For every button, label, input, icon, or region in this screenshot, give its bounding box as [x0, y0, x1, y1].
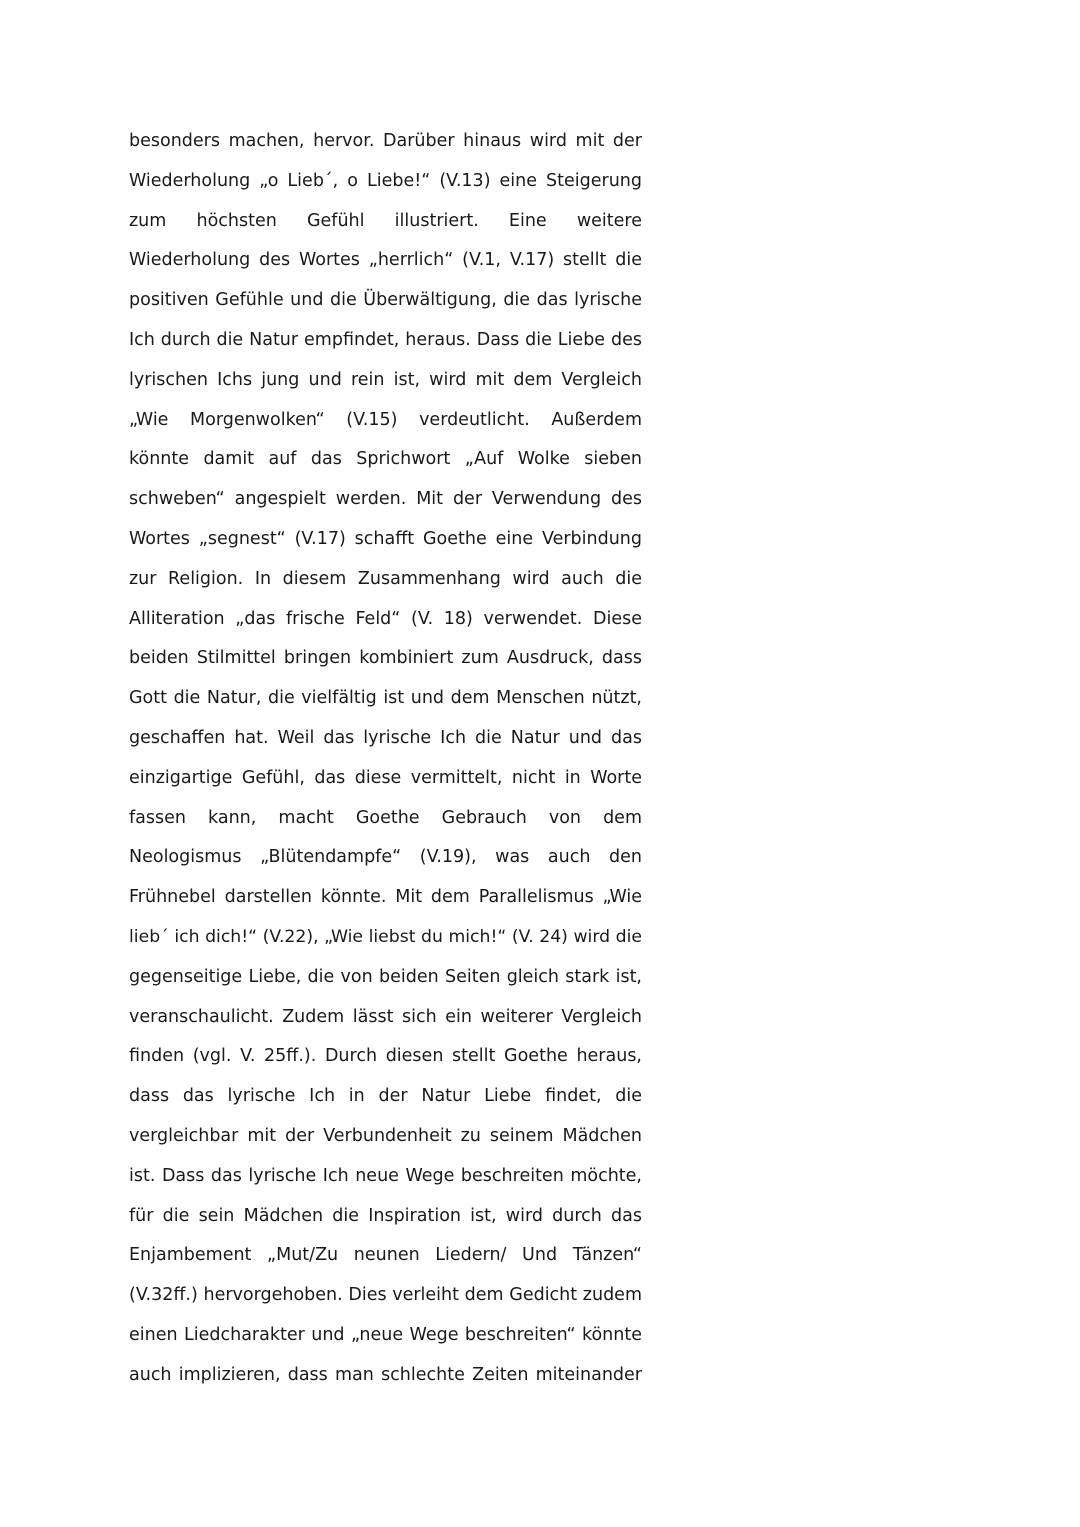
text-line: zur Religion. In diesem Zusammenhang wird auch die [129, 568, 642, 589]
text-line: gegenseitige Liebe, die von beiden Seiten gleich stark ist, [129, 966, 642, 987]
text-line: (V.32ff.) hervorgehoben. Dies verleiht dem Gedicht zudem [129, 1285, 642, 1306]
text-line: Frühnebel darstellen könnte. Mit dem Parallelismus „Wie [129, 887, 642, 908]
text-line: lyrischen Ichs jung und rein ist, wird mit dem Vergleich [129, 369, 642, 390]
text-line: vergleichbar mit der Verbundenheit zu seinem Mädchen [129, 1125, 642, 1146]
text-line: dass das lyrische Ich in der Natur Liebe findet, die [129, 1086, 642, 1107]
text-line: lieb´ ich dich!“ (V.22), „Wie liebst du mich!“ (V. 24) wird die [129, 926, 642, 947]
text-line: für die sein Mädchen die Inspiration ist, wird durch das [129, 1205, 642, 1226]
text-line: finden (vgl. V. 25ff.). Durch diesen stellt Goethe heraus, [129, 1046, 642, 1067]
text-line: „Wie Morgenwolken“ (V.15) verdeutlicht. Außerdem [129, 409, 642, 430]
text-line: fassen kann, macht Goethe Gebrauch von dem [129, 807, 642, 828]
text-line: auch implizieren, dass man schlechte Zeiten miteinander [129, 1364, 642, 1385]
text-line: geschaffen hat. Weil das lyrische Ich die Natur und das [129, 727, 642, 748]
text-line: Gott die Natur, die vielfältig ist und dem Menschen nützt, [129, 688, 642, 709]
text-line: besonders machen, hervor. Darüber hinaus wird mit der [129, 131, 642, 151]
text-line: Wortes „segnest“ (V.17) schafft Goethe eine Verbindung [129, 528, 642, 549]
text-line: könnte damit auf das Sprichwort „Auf Wolke sieben [129, 449, 642, 470]
text-line: ist. Dass das lyrische Ich neue Wege beschreiten möchte, [129, 1165, 642, 1186]
text-line: Neologismus „Blütendampfe“ (V.19), was auch den [129, 847, 642, 868]
text-line: positiven Gefühle und die Überwältigung, die das lyrische [129, 290, 642, 311]
text-line: beiden Stilmittel bringen kombiniert zum Ausdruck, dass [129, 648, 642, 669]
text-line: Enjambement „Mut/Zu neunen Liedern/ Und Tänzen“ [129, 1245, 642, 1266]
text-line: Wiederholung des Wortes „herrlich“ (V.1, V.17) stellt die [129, 250, 642, 271]
text-line: veranschaulicht. Zudem lässt sich ein weiterer Vergleich [129, 1006, 642, 1027]
body-text [129, 122, 642, 1396]
text-line: einzigartige Gefühl, das diese vermittelt, nicht in Worte [129, 767, 642, 788]
text-line: Alliteration „das frische Feld“ (V. 18) verwendet. Diese [129, 608, 642, 629]
text-line: Wiederholung „o Lieb´, o Liebe!“ (V.13) eine Steigerung [129, 170, 642, 191]
text-line: Ich durch die Natur empfindet, heraus. Dass die Liebe des [129, 329, 642, 350]
text-line: zum höchsten Gefühl illustriert. Eine weitere [129, 210, 642, 231]
text-line: einen Liedcharakter und „neue Wege beschreiten“ könnte [129, 1324, 642, 1345]
text-line: schweben“ angespielt werden. Mit der Verwendung des [129, 489, 642, 510]
